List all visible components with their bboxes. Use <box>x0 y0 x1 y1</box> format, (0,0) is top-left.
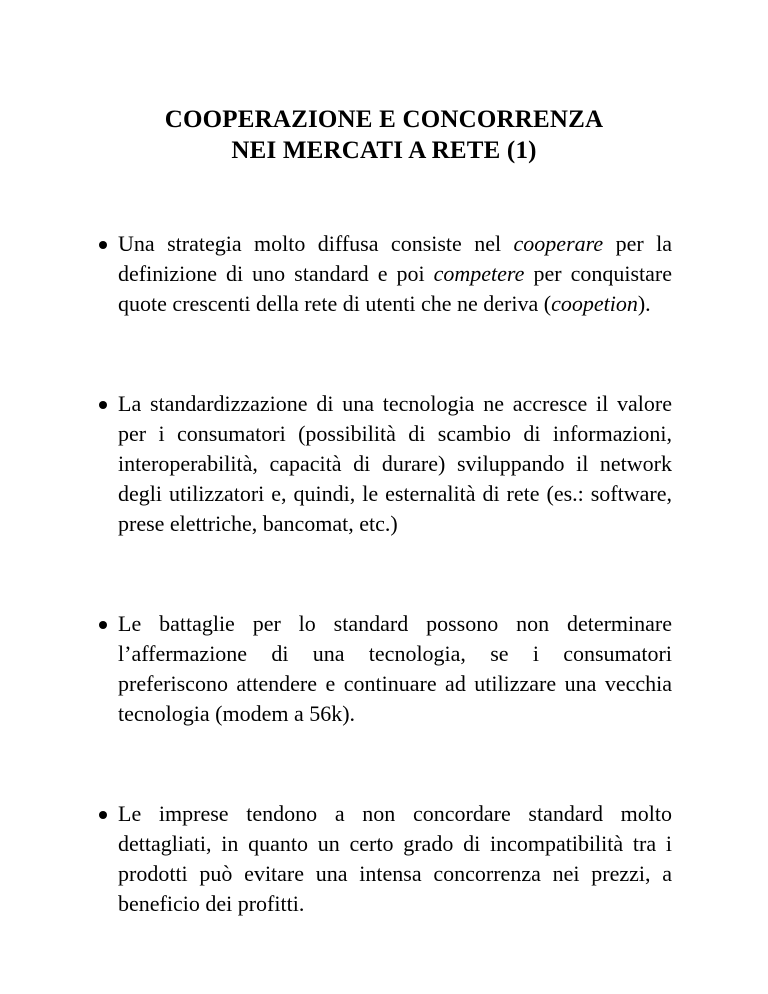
bullet-item-incompatibility <box>98 799 672 919</box>
bullet-list <box>98 229 672 919</box>
bullet-1-text: ). <box>637 291 651 316</box>
title-line-1: COOPERAZIONE E CONCORRENZA <box>164 105 604 133</box>
bullet-1-em-cooperare: cooperare <box>513 231 604 256</box>
bullet-item-standardization <box>98 389 672 539</box>
bullet-2-text: La standardizzazione di una tecnologia ne accresce il valore per i consumatori (possibilità di scambio di informazioni, interoperabilità, capacità di durare) sviluppando il network degli utilizzatori e, quindi, le esternalità di rete (es.: software, prese elettriche, bancomat, etc.) <box>118 391 672 536</box>
bullet-3-text: Le battaglie per lo standard possono non determinare l’affermazione di una tecnologia, se i consumatori preferiscono attendere e continuare ad utilizzare una vecchia tecnologia (modem a 56k). <box>118 611 672 726</box>
bullet-1-em-competere: competere <box>433 261 525 286</box>
bullet-1-text: per la definizione di uno standard e poi <box>118 231 672 286</box>
title-line-2: NEI MERCATI A RETE (1) <box>231 136 537 164</box>
bullet-item-cooperation <box>98 229 672 319</box>
bullet-1-em-coopetion: coopetion <box>551 291 638 316</box>
bullet-4-text: Le imprese tendono a non concordare standard molto dettagliati, in quanto un certo grado di incompatibilità tra i prodotti può evitare una intensa concorrenza nei prezzi, a beneficio dei profitti. <box>118 801 672 916</box>
bullet-1-text: Una strategia molto diffusa consiste nel <box>118 231 514 256</box>
bullet-1-text: per conquistare quote crescenti della rete di utenti che ne deriva ( <box>118 261 673 316</box>
page-title <box>0 104 768 166</box>
bullet-item-standard-battles <box>98 609 672 729</box>
